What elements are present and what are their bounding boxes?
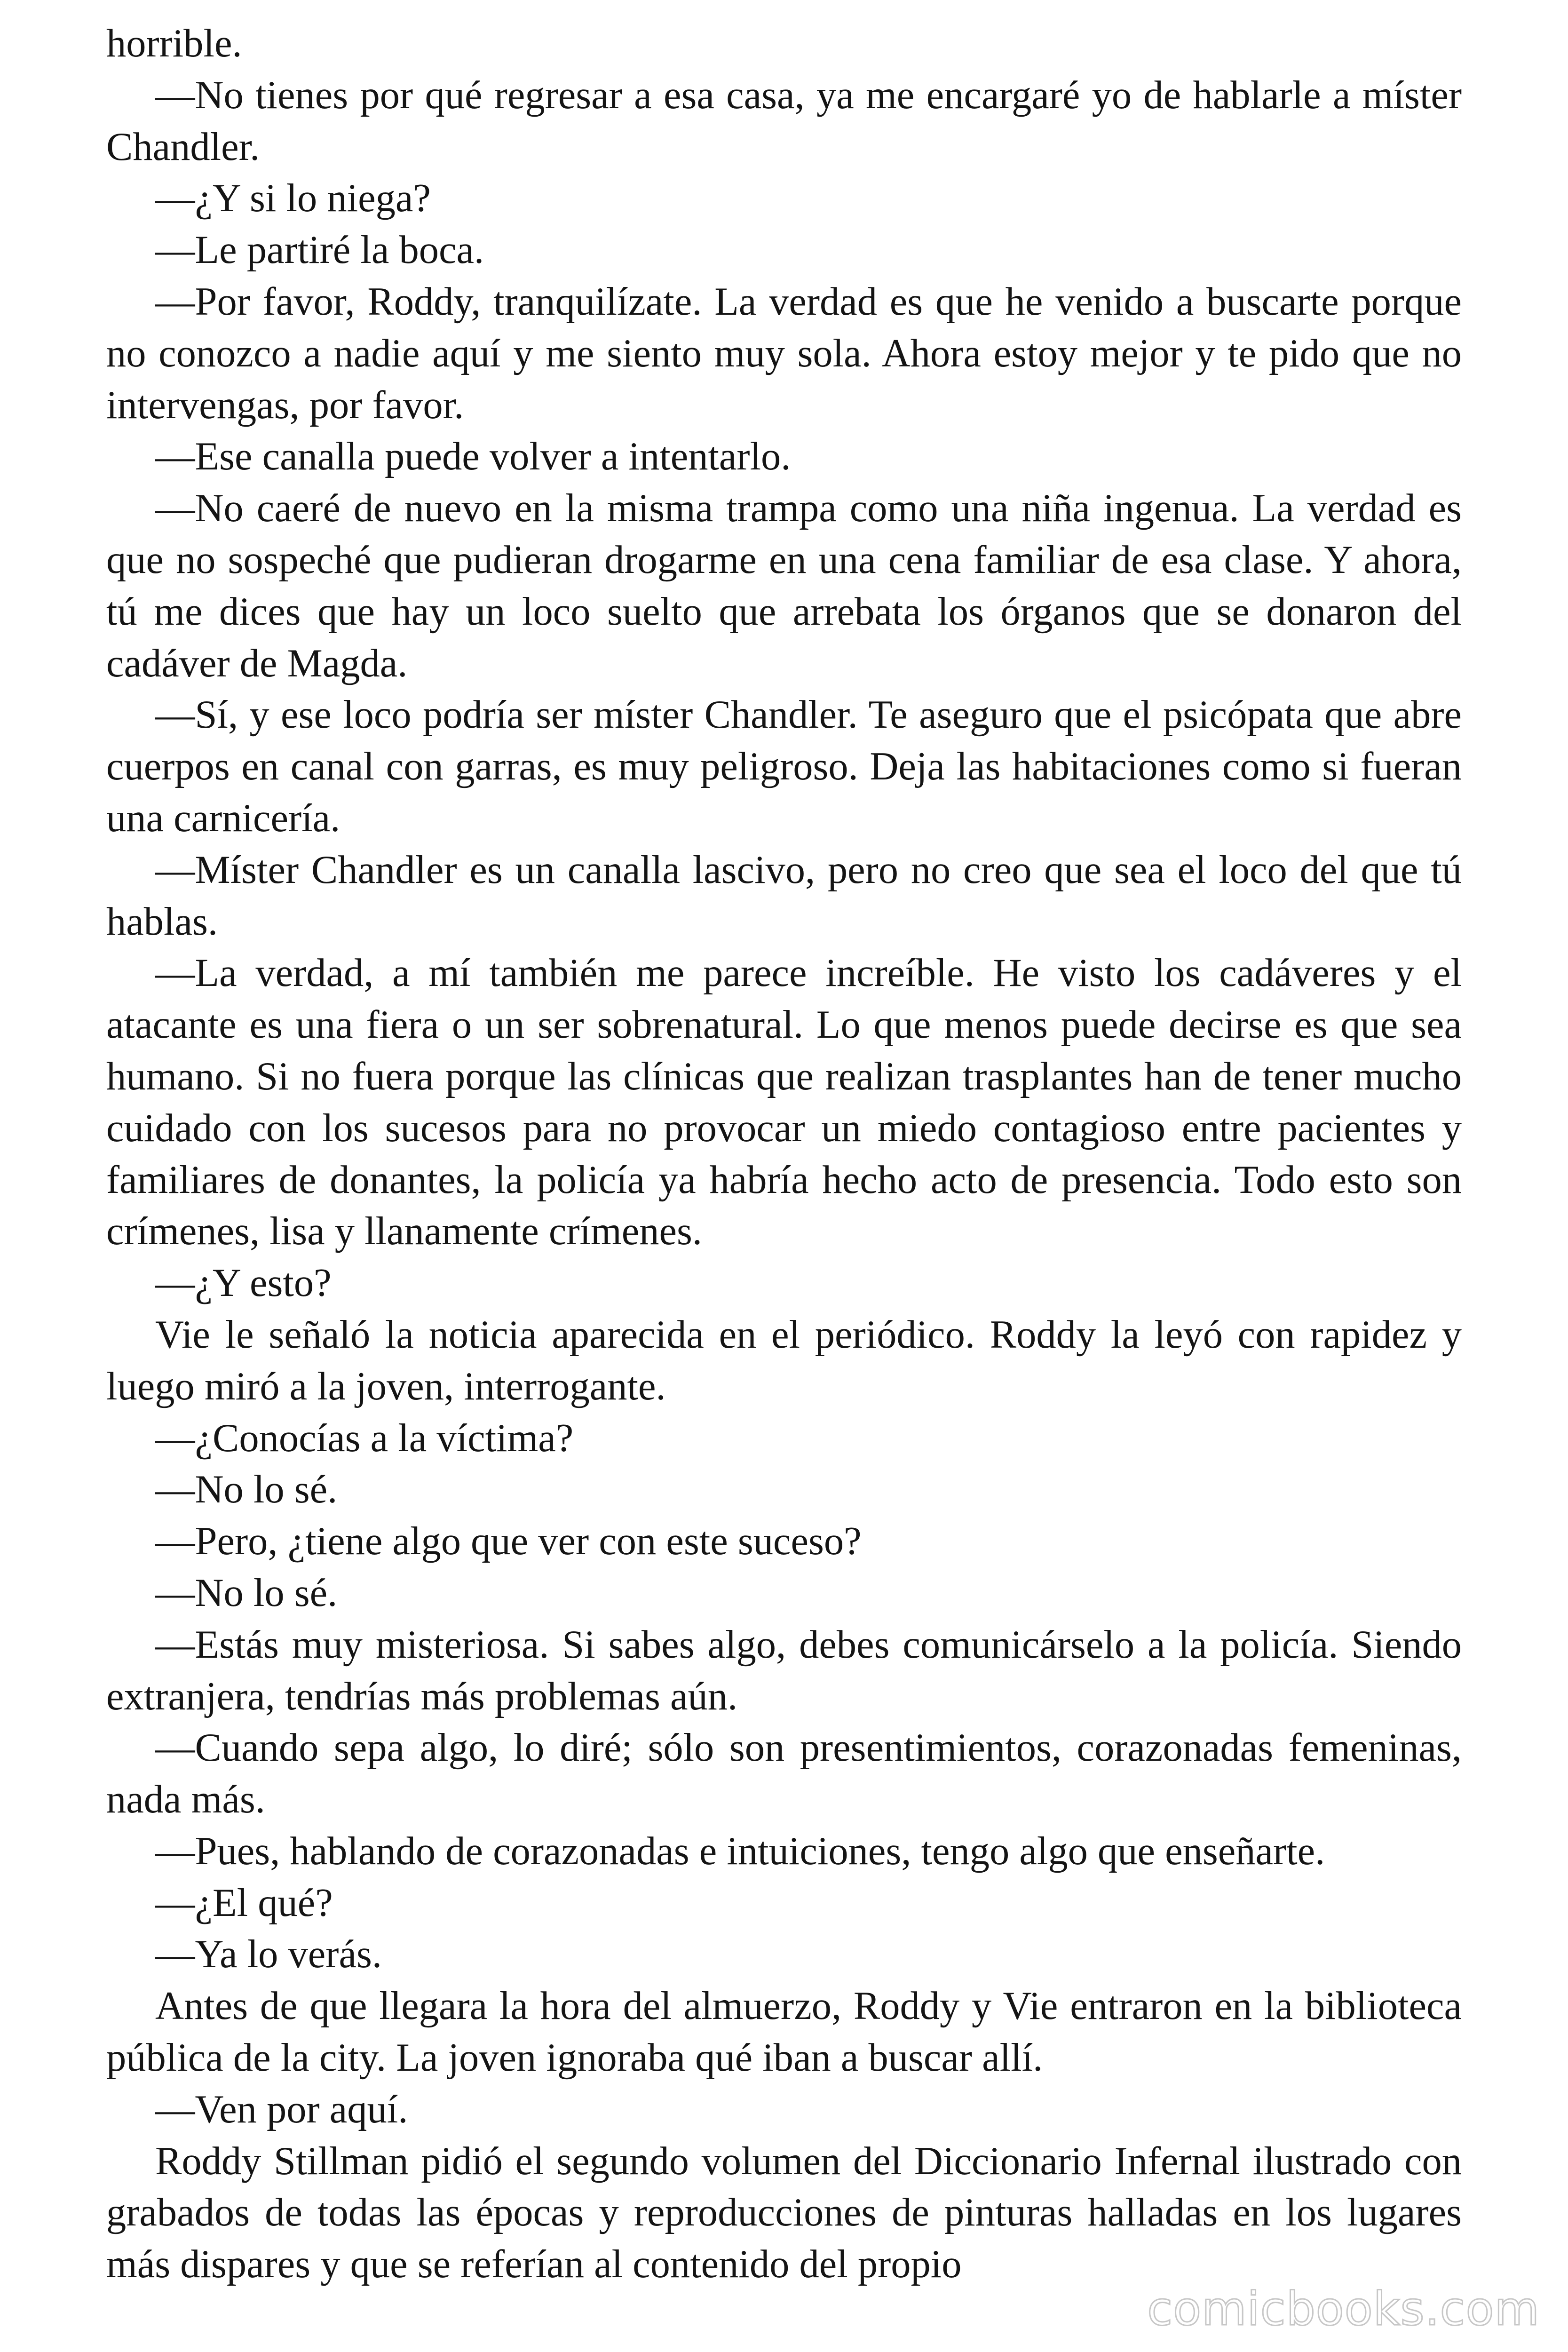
paragraph: —Estás muy misteriosa. Si sabes algo, debes comunicárselo a la policía. Siendo extranjera, tendrías más problemas aún. bbox=[106, 1622, 1462, 1718]
watermark: comicbooks.com bbox=[1147, 2282, 1540, 2336]
paragraph: —¿Y esto? bbox=[155, 1261, 332, 1305]
paragraph: —No tienes por qué regresar a esa casa, ya me encargaré yo de hablarle a míster Chandler. bbox=[106, 73, 1462, 169]
paragraph: —Pues, hablando de corazonadas e intuiciones, tengo algo que enseñarte. bbox=[155, 1829, 1325, 1873]
paragraph: —Pero, ¿tiene algo que ver con este suceso? bbox=[155, 1519, 862, 1564]
paragraph: —Le partiré la boca. bbox=[155, 228, 484, 272]
paragraph: —No caeré de nuevo en la misma trampa como una niña ingenua. La verdad es que no sospeché que pudieran drogarme en una cena familiar de esa clase. Y ahora, tú me dices que hay un loco suelto que arrebata los órganos que se donaron del cadáver de Magda. bbox=[106, 486, 1462, 685]
paragraph: horrible. bbox=[106, 22, 242, 65]
paragraph: —Cuando sepa algo, lo diré; sólo son presentimientos, corazonadas femeninas, nada más. bbox=[106, 1726, 1462, 1822]
paragraph: —Ya lo verás. bbox=[155, 1932, 382, 1977]
paragraph: —Sí, y ese loco podría ser míster Chandler. Te aseguro que el psicópata que abre cuerpos en canal con garras, es muy peligroso. Deja las habitaciones como si fueran una carnicería. bbox=[106, 693, 1462, 840]
paragraph: —Por favor, Roddy, tranquilízate. La verdad es que he venido a buscarte porque no conozco a nadie aquí y me siento muy sola. Ahora estoy mejor y te pido que no intervengas, por favor. bbox=[106, 279, 1462, 427]
paragraph: —¿El qué? bbox=[155, 1881, 333, 1925]
paragraph: —No lo sé. bbox=[155, 1468, 338, 1512]
paragraph: —¿Y si lo niega? bbox=[155, 176, 431, 221]
paragraph: Roddy Stillman pidió el segundo volumen del Diccionario Infernal ilustrado con grabados de todas las épocas y reproducciones de pinturas halladas en los lugares más dispares y que se referían al contenido del propio bbox=[106, 2139, 1462, 2287]
paragraph: —No lo sé. bbox=[155, 1571, 338, 1615]
page-text bbox=[106, 18, 1462, 2290]
paragraph: —Míster Chandler es un canalla lascivo, pero no creo que sea el loco del que tú hablas. bbox=[106, 848, 1462, 944]
paragraph: Antes de que llegara la hora del almuerzo, Roddy y Vie entraron en la biblioteca pública de la city. La joven ignoraba qué iban a buscar allí. bbox=[106, 1984, 1462, 2080]
paragraph: —Ven por aquí. bbox=[155, 2087, 408, 2131]
paragraph: Vie le señaló la noticia aparecida en el periódico. Roddy la leyó con rapidez y luego miró a la joven, interrogante. bbox=[106, 1312, 1462, 1408]
paragraph: —La verdad, a mí también me parece increíble. He visto los cadáveres y el atacante es una fiera o un ser sobrenatural. Lo que menos puede decirse es que sea humano. Si no fuera porque las clínicas que realizan trasplantes han de tener mucho cuidado con los sucesos para no provocar un miedo contagioso entre pacientes y familiares de donantes, la policía ya habría hecho acto de presencia. Todo esto son crímenes, lisa y llanamente crímenes. bbox=[106, 951, 1462, 1254]
paragraph: —¿Conocías a la víctima? bbox=[155, 1416, 574, 1460]
paragraph: —Ese canalla puede volver a intentarlo. bbox=[155, 435, 791, 479]
